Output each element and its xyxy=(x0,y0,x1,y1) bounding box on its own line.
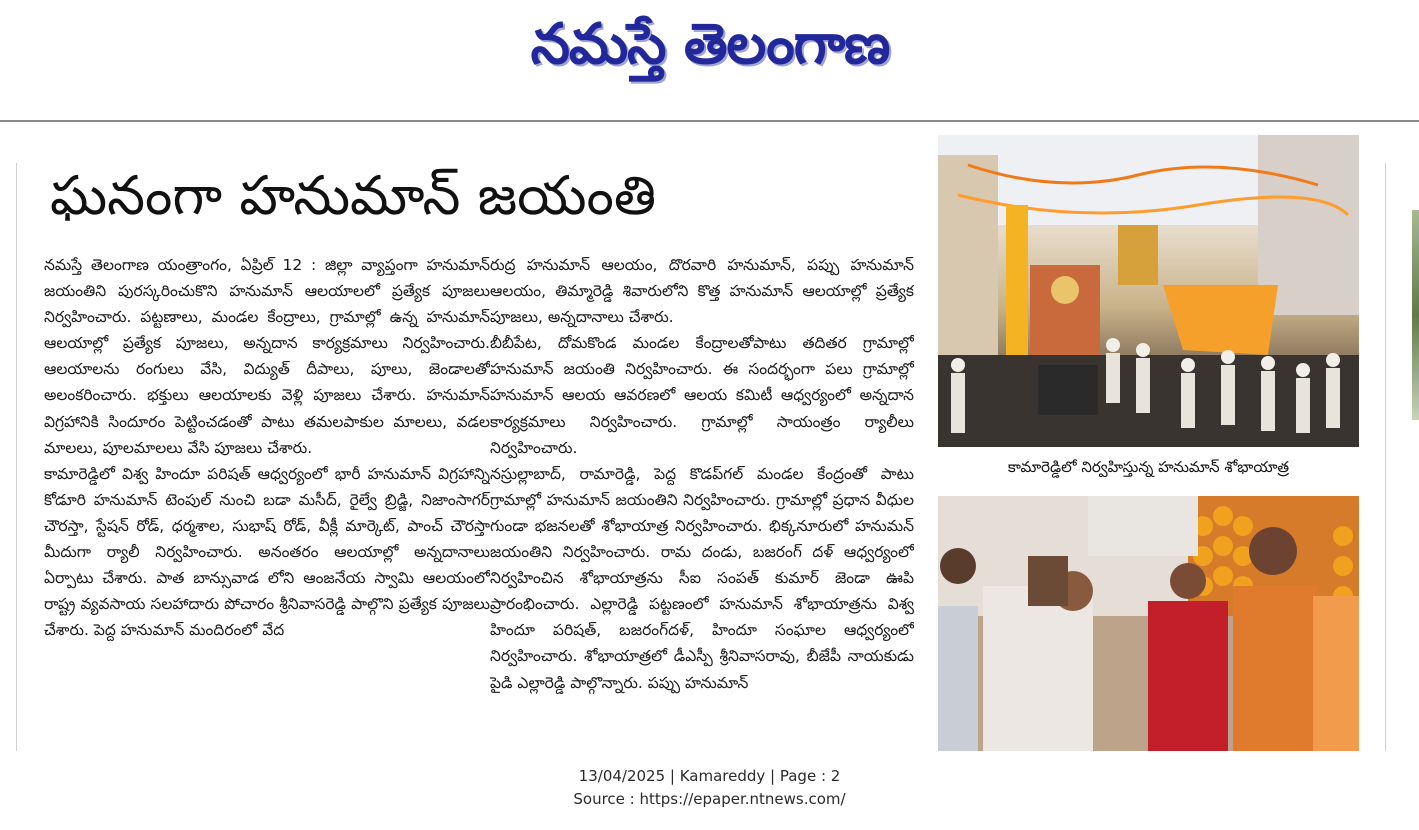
article-paragraph: రుద్ర హనుమాన్ ఆలయం, దొరవారి హనుమాన్, పప్పు హనుమాన్ ఆలయం, తిమ్మారెడ్డి శివారులోని కొత్త హనుమాన్ ఆలయాల్లో ప్రత్యేక పూజలు, అన్నదానాలు చేశారు. xyxy=(490,256,914,327)
masthead xyxy=(0,0,1419,118)
procession-photo-art xyxy=(938,135,1359,447)
article-paragraph: కామారెడ్డిలో విశ్వ హిందూ పరిషత్ ఆధ్వర్యంలో భారీ హనుమాన్ విగ్రహాన్ని కోడూరి హనుమాన్ టెంపుల్ నుంచి బడా మసీద్, రైల్వే బ్రిడ్జి, నిజాంసాగర్ చౌరస్తా, స్టేషన్ రోడ్, ధర్మశాల, సుభాష్ రోడ్, వీక్లీ మార్కెట్, పాంచ్ చౌరస్తా మీదుగా ర్యాలీ నిర్వహించారు. అనంతరం ఆలయాల్లో అన్నదానాలు ఏర్పాటు చేశారు. పాత బాన్సువాడ లోని ఆంజనేయ స్వామి ఆలయంలో రాష్ట్ర వ్యవసాయ సలహాదారు పోచారం శ్రీనివాసరెడ్డి పాల్గొని ప్రత్యేక పూజలు చేశారు. పెద్ద హనుమాన్ మందిరంలో వేద xyxy=(44,464,490,640)
masthead-divider xyxy=(0,120,1419,122)
adjacent-page-edge xyxy=(1412,210,1419,420)
article-paragraph: నమస్తే తెలంగాణ యంత్రాంగం, ఏప్రిల్ 12 : జిల్లా వ్యాప్తంగా హనుమాన్ జయంతిని పురస్కరించుకొని హనుమాన్ ఆలయాలలో ప్రత్యేక పూజలు నిర్వహించారు. పట్టణాలు, మండల కేంద్రాలు, గ్రామాల్లో ఉన్న హనుమాన్ ఆలయాల్లో ప్రత్యేక పూజలు, అన్నదాన కార్యక్రమాలు నిర్వహించారు. ఆలయాలను రంగులు వేసి, విద్యుత్ దీపాలు, పూలు, జెండాలతో అలంకరించారు. భక్తులు ఆలయాలకు వెళ్లి పూజలు చేశారు. హనుమాన్ విగ్రహానికి సిందూరం పెట్టించడంతో పాటు తమలపాకుల మాలలు, వడల మాలలు, పూలమాలలు వేసి పూజలు చేశారు. xyxy=(44,256,490,457)
article-paragraph: నస్రుల్లాబాద్, రామారెడ్డి, పెద్ద కొడప్‌గల్ మండల కేంద్రంతో పాటు గ్రామాల్లో హనుమాన్ జయంతిని నిర్వహించారు. గ్రామాల్లో ప్రధాన వీధుల గుండా భజనలతో శోభాయాత్ర నిర్వహించారు. భిక్కనూరులో హనుమన్ జయంతిని నిర్వహించారు. రామ దండు, బజరంగ్ దళ్ ఆధ్వర్యంలో నిర్వహించిన శోభాయాత్రను సీఐ సంపత్ కుమార్ జెండా ఊపి ప్రారంభించారు. ఎల్లారెడ్డి పట్టణంలో హనుమాన్ శోభాయాత్రను విశ్వ హిందూ పరిషత్, బజరంగ్‌దళ్, హిందూ సంఘాల ఆధ్వర్యంలో నిర్వహించారు. శోభాయాత్రలో డీఎస్పీ శ్రీనివాసరావు, బీజేపీ నాయకుడు పైడి ఎల్లారెడ్డి పాల్గొన్నారు. పప్పు హనుమాన్ xyxy=(490,464,914,692)
photo-caption: కామారెడ్డిలో నిర్వహిస్తున్న హనుమాన్ శోభాయాత్ర xyxy=(1007,458,1290,476)
temple-prayer-photo-art xyxy=(938,496,1359,751)
source-link[interactable]: Source : https://epaper.ntnews.com/ xyxy=(573,790,846,808)
edition-info: 13/04/2025 | Kamareddy | Page : 2 xyxy=(578,767,841,785)
procession-photo xyxy=(938,135,1359,447)
newspaper-logo: నమస్తే తెలంగాణ xyxy=(530,11,890,77)
column-rule-right xyxy=(1385,163,1386,751)
article-headline: ఘనంగా హనుమాన్ జయంతి xyxy=(50,164,657,227)
column-rule-left xyxy=(16,163,17,751)
article-paragraph: బీబీపేట, దోమకొండ మండల కేంద్రాలతోపాటు తదితర గ్రామాల్లో హనుమాన్ జయంతి నిర్వహించారు. ఈ సందర్భంగా పలు గ్రామాల్లో హనుమాన్ ఆలయ ఆవరణలో ఆలయ కమిటీ ఆధ్వర్యంలో అన్నదాన కార్యక్రమాలు నిర్వహించారు. గ్రామాల్లో సాయంత్రం ర్యాలీలు నిర్వహించారు. xyxy=(490,334,914,457)
article-column-1 xyxy=(44,252,490,752)
temple-prayer-photo xyxy=(938,496,1359,751)
article-column-2 xyxy=(490,252,914,752)
